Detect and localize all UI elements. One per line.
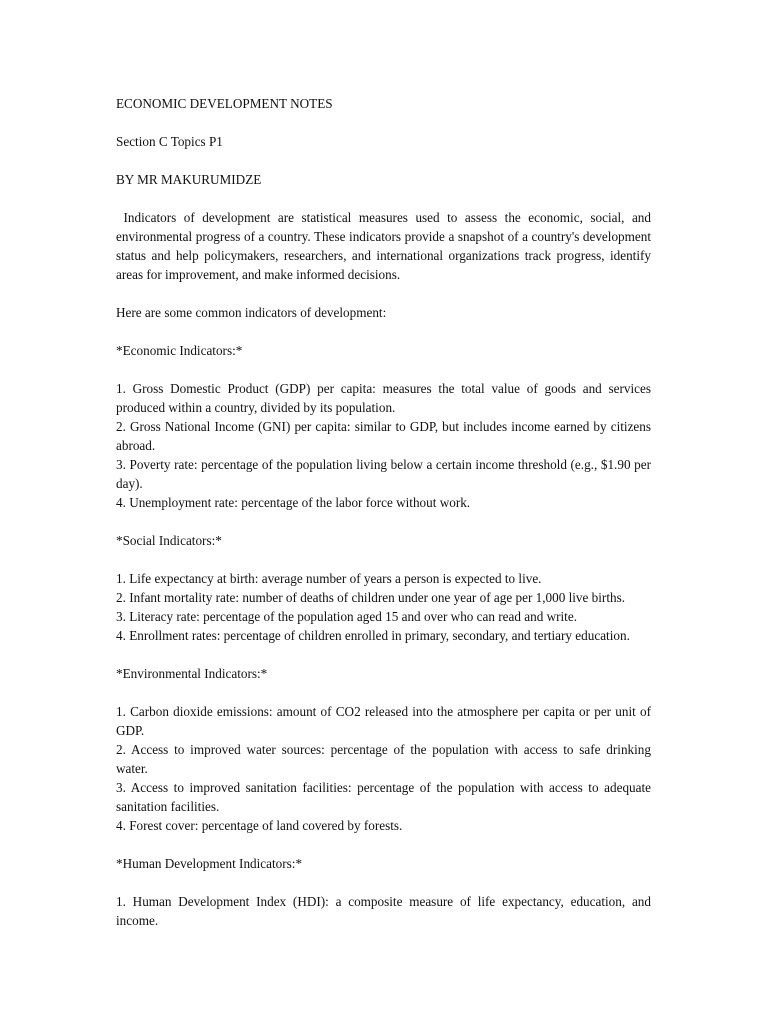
list-item: 2. Access to improved water sources: percentage of the population with access to safe drinking water.: [116, 742, 651, 776]
lead-in-text: Here are some common indicators of development:: [116, 305, 387, 320]
human-development-list: [116, 892, 651, 930]
list-item: 4. Forest cover: percentage of land covered by forests.: [116, 818, 403, 833]
social-heading: *Social Indicators:*: [116, 533, 222, 548]
list-item: 3. Literacy rate: percentage of the population aged 15 and over who can read and write.: [116, 609, 577, 624]
economic-heading: *Economic Indicators:*: [116, 343, 243, 358]
human-development-heading: *Human Development Indicators:*: [116, 856, 303, 871]
environmental-heading: *Environmental Indicators:*: [116, 666, 268, 681]
list-item: 3. Access to improved sanitation facilities: percentage of the population with access to adequate sanitation facilities.: [116, 780, 651, 814]
list-item: 1. Carbon dioxide emissions: amount of CO2 released into the atmosphere per capita or per unit of GDP.: [116, 704, 651, 738]
economic-list: [116, 379, 651, 512]
document-title: ECONOMIC DEVELOPMENT NOTES: [116, 96, 333, 111]
section-label: Section C Topics P1: [116, 134, 223, 149]
list-item: 1. Gross Domestic Product (GDP) per capita: measures the total value of goods and services produced within a country, divided by its population.: [116, 381, 651, 415]
list-item: 3. Poverty rate: percentage of the population living below a certain income threshold (e.g., $1.90 per day).: [116, 457, 651, 491]
list-item: 4. Enrollment rates: percentage of children enrolled in primary, secondary, and tertiary education.: [116, 628, 630, 643]
intro-paragraph: Indicators of development are statistical measures used to assess the economic, social, and environmental progress of a country. These indicators provide a snapshot of a country's development status and help policymakers, researchers, and international organizations track progress, identify areas for improvement, and make informed decisions.: [116, 210, 655, 282]
list-item: 4. Unemployment rate: percentage of the labor force without work.: [116, 495, 471, 510]
author-line: BY MR MAKURUMIDZE: [116, 172, 262, 187]
environmental-list: [116, 702, 651, 835]
list-item: 1. Life expectancy at birth: average number of years a person is expected to live.: [116, 571, 542, 586]
document-page: [116, 94, 655, 949]
social-list: [116, 569, 651, 645]
list-item: 2. Gross National Income (GNI) per capita: similar to GDP, but includes income earned by citizens abroad.: [116, 419, 651, 453]
list-item: 1. Human Development Index (HDI): a composite measure of life expectancy, education, and income.: [116, 894, 651, 928]
list-item: 2. Infant mortality rate: number of deaths of children under one year of age per 1,000 live births.: [116, 590, 626, 605]
